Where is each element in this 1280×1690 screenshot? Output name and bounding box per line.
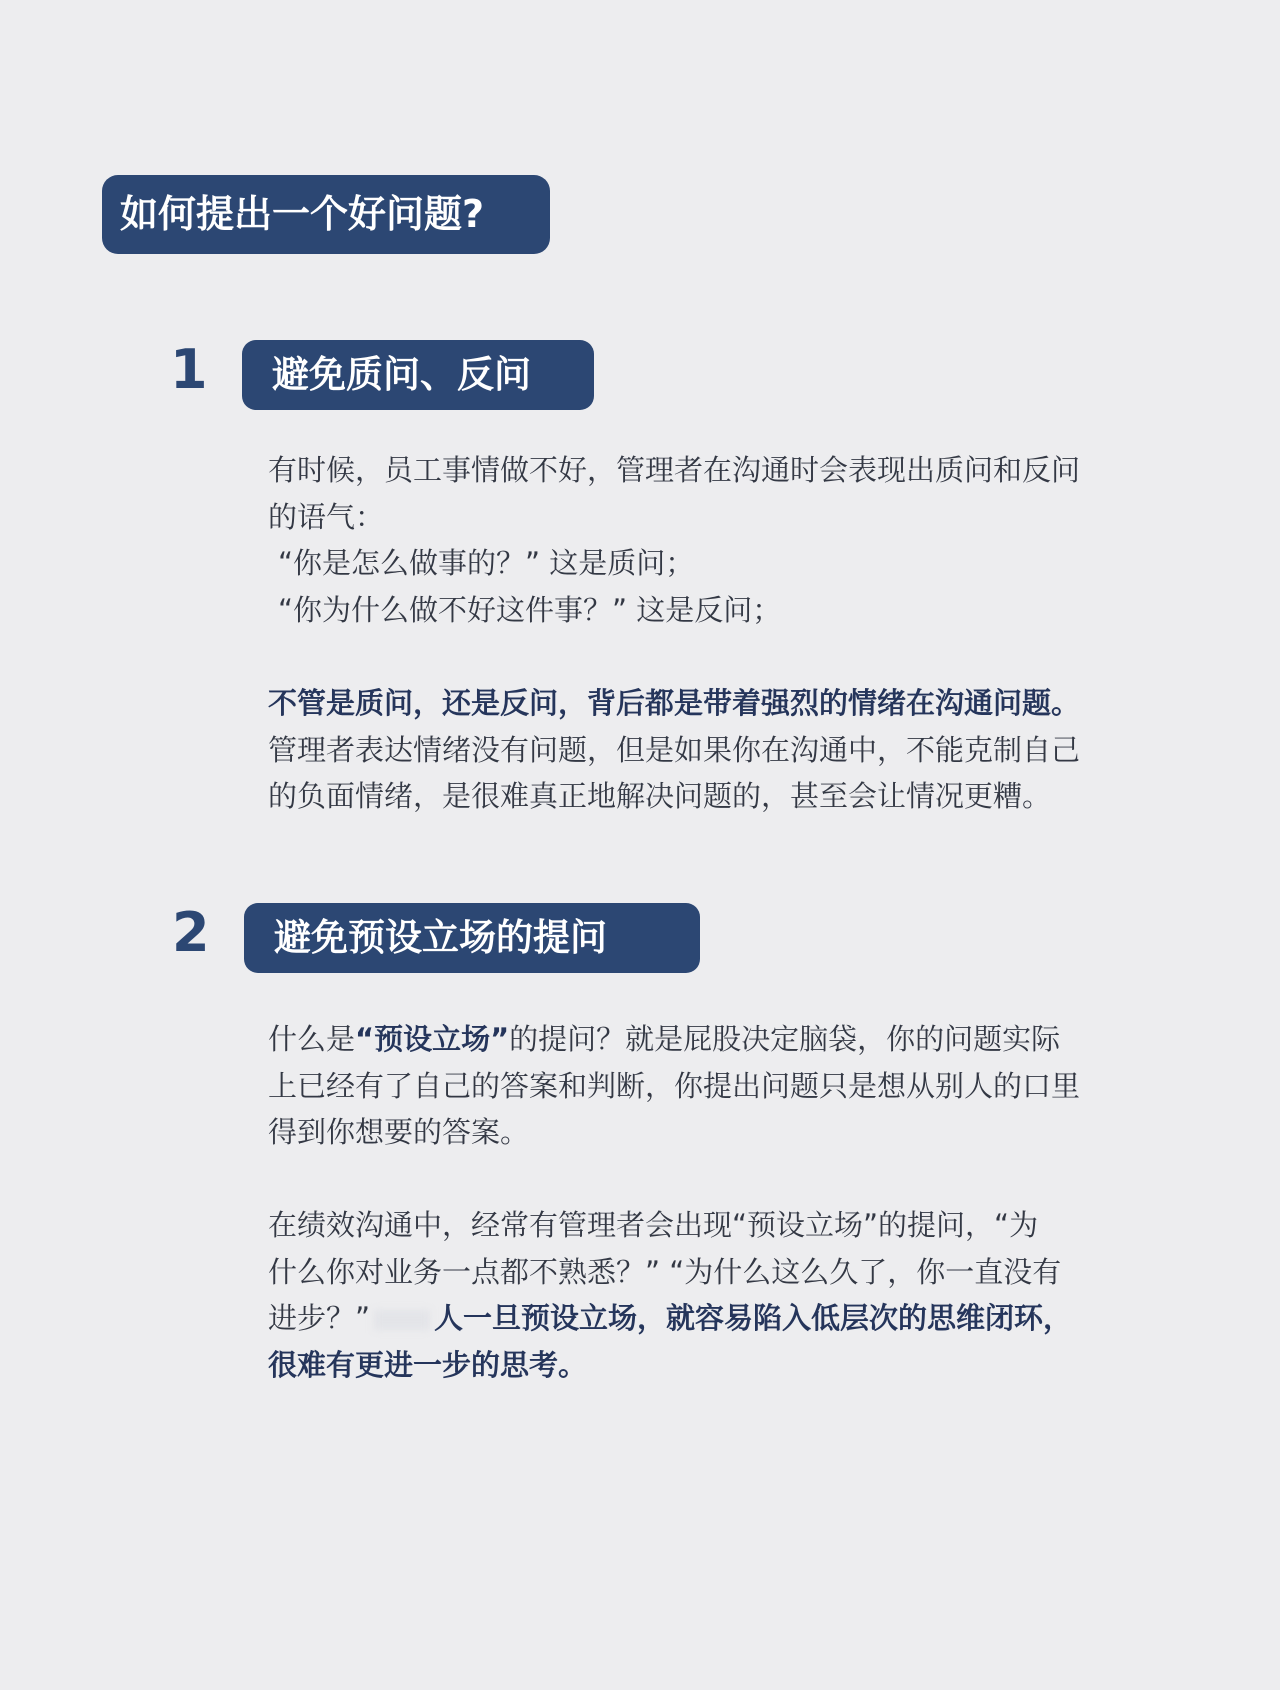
paragraph-line	[268, 1016, 1148, 1063]
paragraph-line: 的负面情绪，是很难真正地解决问题的，甚至会让情况更糟。	[268, 779, 1052, 813]
section-1-intro	[268, 447, 1148, 633]
blurred-region	[374, 1310, 430, 1330]
paragraph-line: 有时候，员工事情做不好，管理者在沟通时会表现出质问和反问	[268, 453, 1081, 487]
paragraph-line: 得到你想要的答案。	[268, 1115, 530, 1149]
section-heading-2: 避免预设立场的提问	[244, 903, 700, 973]
emphasis-sentence: 人一旦预设立场，就容易陷入低层次的思维闭环，	[434, 1301, 1073, 1335]
text-run: 进步？”	[268, 1301, 371, 1335]
emphasis-sentence: 不管是质问，还是反问，背后都是带着强烈的情绪在沟通问题。	[268, 686, 1081, 720]
quote-example-interrogation: “你是怎么做事的？” 这是质问；	[278, 546, 695, 580]
paragraph-line: 管理者表达情绪没有问题，但是如果你在沟通中，不能克制自己	[268, 732, 1081, 767]
quote-example-rhetorical: “你为什么做不好这件事？” 这是反问；	[278, 592, 782, 627]
section-number-1: 1	[170, 338, 208, 401]
emphasis-sentence: 很难有更进一步的思考。	[268, 1347, 588, 1382]
paragraph-line: 上已经有了自己的答案和判断，你提出问题只是想从别人的口里	[268, 1068, 1081, 1103]
section-2-definition	[268, 1016, 1148, 1156]
text-run: 的提问？就是屁股决定脑袋，你的问题实际	[509, 1022, 1061, 1056]
bold-term: “预设立场”	[355, 1022, 510, 1056]
page-title: 如何提出一个好问题?	[102, 175, 550, 254]
section-number-2: 2	[172, 901, 210, 964]
paragraph-line: 什么你对业务一点都不熟悉？” “为什么这么久了，你一直没有	[268, 1254, 1062, 1289]
paragraph-line	[268, 1295, 1148, 1342]
paragraph-line: 的语气：	[268, 499, 385, 534]
paragraph-line: 在绩效沟通中，经常有管理者会出现“预设立场”的提问，“为	[268, 1208, 1039, 1242]
section-1-body	[268, 680, 1148, 820]
text-run: 什么是	[268, 1022, 356, 1056]
section-2-example	[268, 1202, 1148, 1388]
section-heading-1: 避免质问、反问	[242, 340, 594, 410]
